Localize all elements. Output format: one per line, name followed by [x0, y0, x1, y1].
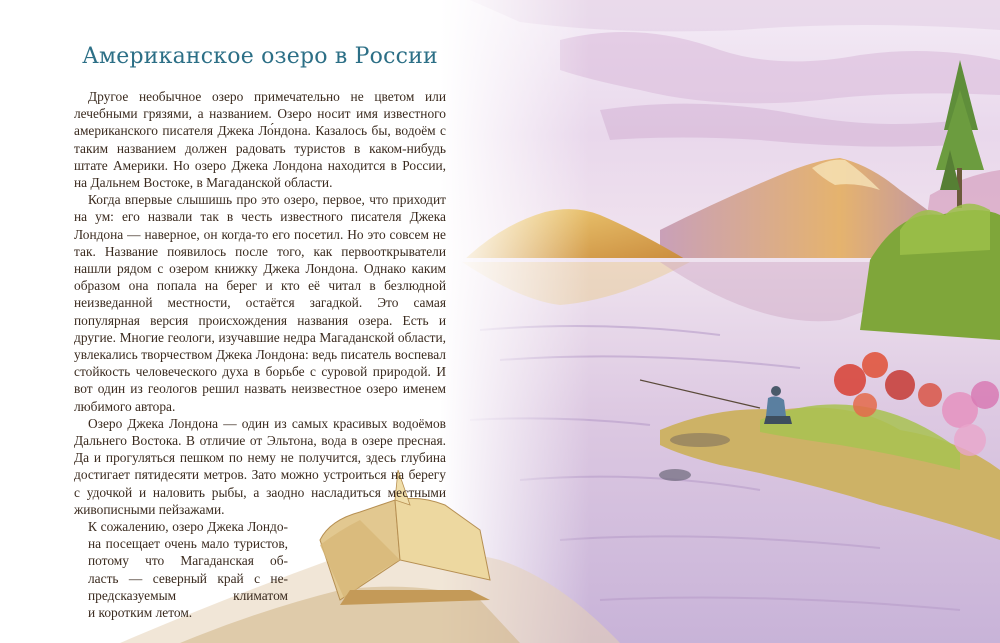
paragraph-4-line: К сожалению, озеро Джека Лондо-	[88, 519, 288, 535]
paragraph-3: Озеро Джека Лондона — один из самых красивых водоёмов Дальнего Востока. В отличие от Эльтона, вода в озере пресная. Да и прогуляться пешком по нему не получится, здесь глубина достигает пятидесяти метров. Зато можно устроиться на берегу с удочкой и наловить рыбы, а заодно насладиться местными живописными пейзажами.	[74, 415, 446, 517]
paragraph-4	[74, 518, 288, 621]
paragraph-2: Когда впервые слышишь про это озеро, первое, что приходит на ум: его назвали так в честь известного писателя Джека Лондона — наверное, он когда-то его посетил. Но это совсем не так. Название появилось после того, как первооткрыватели нашли рядом с озером книжку Джека Лондона. Однако каким образом она попала на берег и кто её читал в безлюдной неизведанной местности, остаётся загадкой. Это самая популярная версия происхождения названия озера. Есть и другие. Многие геологи, изучавшие недра Магаданской области, увлекались творчеством Джека Лондона: ведь писатель воспевал стойкость человеческого духа в борьбе с суровой природой. И вот один из геологов решил назвать неизвестное озеро именем любимого автора.	[74, 192, 446, 414]
paragraph-4-line: предсказуемым климатом	[88, 587, 288, 603]
paragraph-4-line: и коротким летом.	[88, 605, 193, 621]
paragraph-1: Другое необычное озеро примечательно не цветом или лечебными грязями, а названием. Озеро носит имя известного американского писателя Джека Ло́ндона. Казалось бы, водоём с таким названием должен радовать туристов в каком-нибудь штате Америки. Но озеро Джека Лондона находится в России, на Дальнем Востоке, в Магаданской области.	[74, 89, 446, 191]
paragraph-4-line: потому что Магаданская об-	[88, 553, 288, 569]
article-title: Американское озеро в России	[82, 44, 438, 69]
paragraph-4-line: на посещает очень мало туристов,	[88, 536, 288, 552]
paragraph-4-line: ласть — северный край с не-	[88, 570, 288, 586]
article	[74, 44, 446, 621]
